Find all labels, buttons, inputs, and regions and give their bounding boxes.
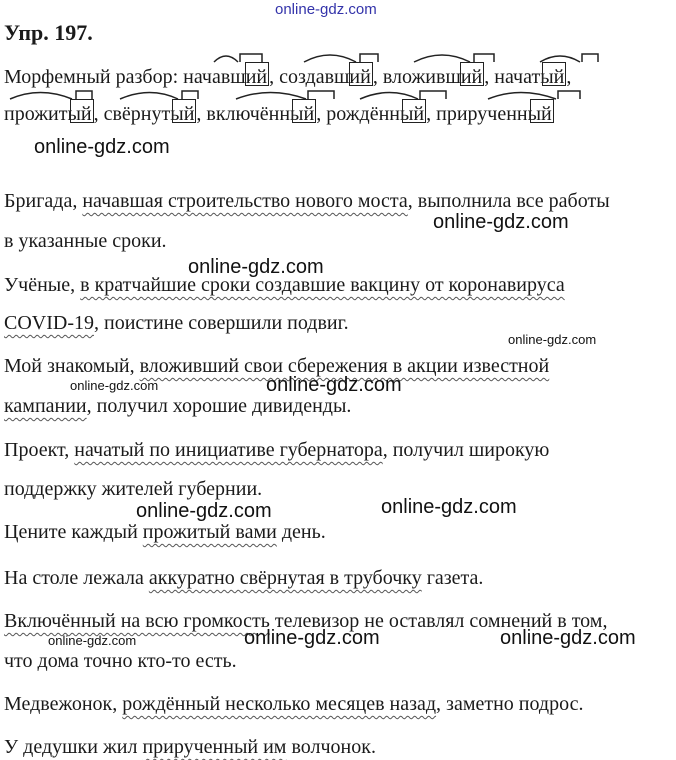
morph-word: свёрнутый — [104, 99, 197, 126]
sentence-line: Цените каждый прожитый вами день. — [4, 521, 326, 543]
watermark: online-gdz.com — [188, 256, 324, 278]
sentence-line: Мой знакомый, вложивший свои сбережения в акции известной — [4, 355, 550, 377]
morph-word: включённый — [206, 99, 316, 126]
morph-word: прирученный — [436, 99, 554, 126]
watermark: online-gdz.com — [508, 332, 597, 347]
sentence-line: Включённый на всю громкость телевизор не оставлял сомнений в том, — [4, 610, 608, 632]
sentence-line: Проект, начатый по инициативе губернатора, получил широкую — [4, 439, 550, 461]
sentence-line: Бригада, начавшая строительство нового моста, выполнила все работы — [4, 190, 610, 212]
sentence-line: COVID-19, поистине совершили подвиг. — [4, 312, 349, 334]
morph-intro: Морфемный разбор: — [4, 66, 179, 88]
sentence-line: что дома точно кто-то есть. — [4, 650, 237, 672]
morph-word: вложивший — [383, 62, 484, 89]
exercise-title: Упр. 197. — [4, 20, 93, 45]
morph-word: начатый — [494, 62, 566, 89]
morph-word: создавший — [279, 62, 373, 89]
morph-row-2: прожитый , свёрнутый , включённый , рождённый , прирученный — [4, 99, 554, 126]
watermark: online-gdz.com — [275, 1, 377, 18]
sentence-line: Учёные, в кратчайшие сроки создавшие вакцину от коронавируса — [4, 274, 565, 296]
sentence-line: кампании, получил хорошие дивиденды. — [4, 395, 352, 417]
watermark: online-gdz.com — [244, 627, 380, 649]
watermark: online-gdz.com — [70, 378, 159, 393]
watermark: online-gdz.com — [500, 627, 636, 649]
sentence-line: в указанные сроки. — [4, 230, 167, 252]
sentence-line: У дедушки жил прирученный им волчонок. — [4, 736, 376, 758]
sentence-line: поддержку жителей губернии. — [4, 478, 263, 500]
watermark: online-gdz.com — [48, 633, 137, 648]
morph-word: прожитый — [4, 99, 94, 126]
watermark: online-gdz.com — [433, 211, 569, 233]
sentence-line: Медвежонок, рождённый несколько месяцев назад, заметно подрос. — [4, 693, 584, 715]
morph-word: начавший — [183, 62, 269, 89]
sentence-line: На столе лежала аккуратно свёрнутая в трубочку газета. — [4, 567, 484, 589]
watermark: online-gdz.com — [136, 500, 272, 522]
watermark: online-gdz.com — [381, 496, 517, 518]
watermark: online-gdz.com — [266, 374, 402, 396]
morph-word: рождённый — [326, 99, 426, 126]
morph-row-1: Морфемный разбор: начавший , создавший , вложивший , начатый , — [4, 62, 571, 89]
watermark: online-gdz.com — [34, 136, 170, 158]
